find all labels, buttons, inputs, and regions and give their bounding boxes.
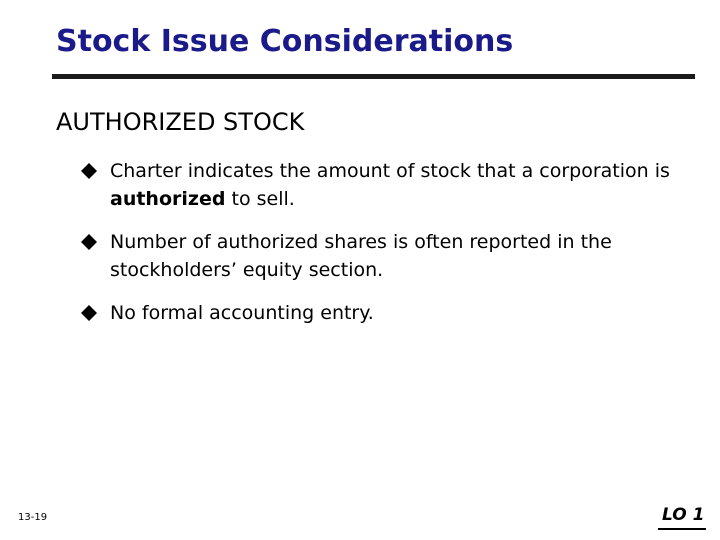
- emphasis-text: authorized: [110, 187, 226, 210]
- diamond-bullet-icon: [81, 163, 97, 179]
- bullet-text: No formal accounting entry.: [110, 302, 374, 325]
- diamond-bullet-icon: [81, 234, 97, 250]
- bullet-item: [84, 229, 684, 284]
- section-heading: AUTHORIZED STOCK: [56, 108, 305, 136]
- bullet-item: [84, 300, 684, 328]
- bullet-list: [84, 158, 684, 344]
- bullet-item: [84, 158, 684, 213]
- slide-title: Stock Issue Considerations: [56, 24, 514, 59]
- bullet-text: Number of authorized shares is often reported in the stockholders’ equity section.: [110, 231, 612, 281]
- learning-objective-label: LO 1: [662, 505, 705, 525]
- diamond-bullet-icon: [81, 305, 97, 321]
- title-divider: [52, 74, 695, 79]
- slide-number: 13-19: [18, 512, 48, 523]
- bullet-text: Charter indicates the amount of stock that a corporation is authorized to sell.: [110, 160, 670, 210]
